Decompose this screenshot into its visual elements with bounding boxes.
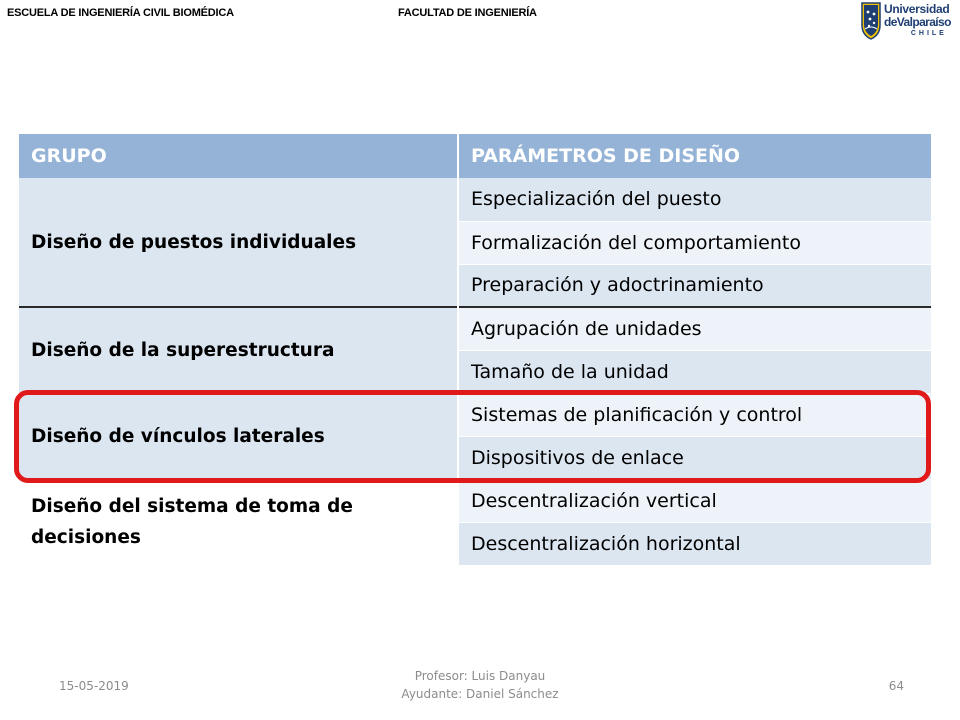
parameter-cell: Descentralización horizontal	[458, 522, 931, 565]
slide-number: 64	[888, 679, 904, 693]
school-name: ESCUELA DE INGENIERÍA CIVIL BIOMÉDICA	[7, 7, 234, 19]
parameter-cell: Agrupación de unidades	[458, 307, 931, 350]
group-cell: Diseño de la superestructura	[19, 307, 458, 393]
parameter-cell: Preparación y adoctrinamiento	[458, 264, 931, 307]
footer-date: 15-05-2019	[59, 679, 129, 693]
parameter-cell: Sistemas de planificación y control	[458, 393, 931, 436]
footer-assistant: Ayudante: Daniel Sánchez	[401, 687, 559, 701]
university-shield-icon	[860, 1, 882, 41]
logo-line-3: CHILE	[910, 30, 947, 37]
design-parameters-table	[19, 134, 931, 566]
column-header-parameters: PARÁMETROS DE DISEÑO	[458, 134, 931, 178]
group-cell: Diseño de vínculos laterales	[19, 393, 458, 479]
parameter-cell: Descentralización vertical	[458, 479, 931, 522]
parameter-cell: Formalización del comportamiento	[458, 221, 931, 264]
group-cell: Diseño de puestos individuales	[19, 178, 458, 307]
university-logo	[860, 0, 956, 44]
logo-line-1: Universidad	[884, 2, 950, 16]
table-row	[19, 307, 931, 350]
faculty-name: FACULTAD DE INGENIERÍA	[398, 7, 537, 19]
table-header-row	[19, 134, 931, 178]
group-cell: Diseño del sistema de toma de decisiones	[19, 479, 458, 565]
parameter-cell: Dispositivos de enlace	[458, 436, 931, 479]
logo-line-2: deValparaíso	[884, 15, 951, 29]
parameter-cell: Tamaño de la unidad	[458, 350, 931, 393]
table-row	[19, 393, 931, 436]
parameter-cell: Especialización del puesto	[458, 178, 931, 221]
column-header-group: GRUPO	[19, 134, 458, 178]
footer-professor: Profesor: Luis Danyau	[414, 669, 546, 683]
footer-credits	[360, 667, 600, 703]
table-row	[19, 479, 931, 522]
table-row	[19, 178, 931, 221]
